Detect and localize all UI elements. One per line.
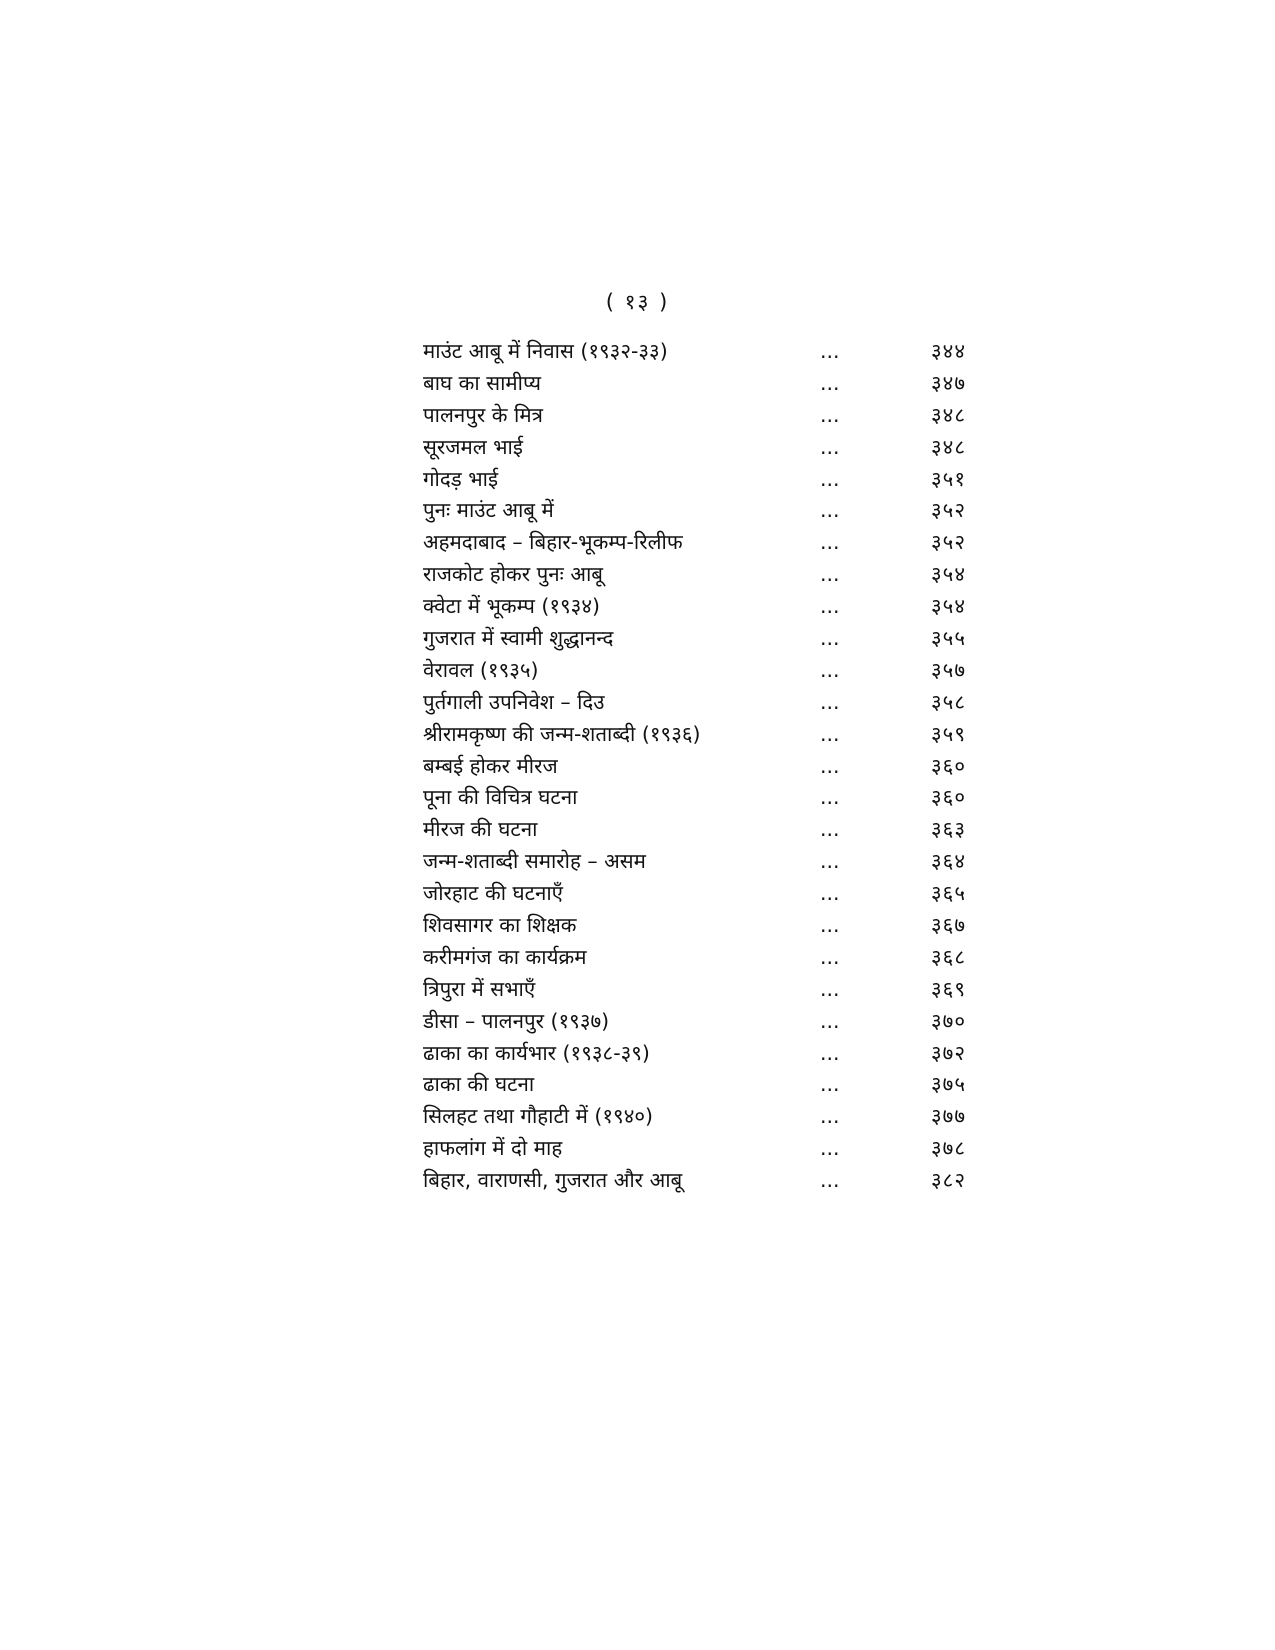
toc-entry-page-number: ३६०	[931, 753, 966, 778]
toc-entry-page-number: ३६७	[931, 913, 966, 938]
toc-entry	[423, 527, 983, 559]
toc-leader-dots: ...	[820, 562, 840, 587]
toc-entry-title: जोरहाट की घटनाएँ	[423, 881, 563, 906]
toc-leader-dots: ...	[820, 1040, 840, 1065]
toc-leader-dots: ...	[820, 849, 840, 874]
toc-entry	[423, 1069, 983, 1101]
toc-entry-title: श्रीरामकृष्ण की जन्म-शताब्दी (१९३६)	[423, 721, 701, 746]
toc-entry-page-number: ३६४	[931, 849, 966, 874]
toc-leader-dots: ...	[820, 434, 840, 459]
toc-entry	[423, 782, 983, 814]
toc-entry	[423, 623, 983, 655]
toc-entry-page-number: ३७५	[931, 1072, 966, 1097]
toc-entry-title: ढाका का कार्यभार (१९३८-३९)	[423, 1040, 650, 1065]
toc-entry	[423, 974, 983, 1006]
toc-entry-page-number: ३७२	[931, 1040, 966, 1065]
toc-entry-title: गोदड़ भाई	[423, 466, 499, 491]
toc-leader-dots: ...	[820, 1168, 840, 1193]
toc-entry-page-number: ३५२	[931, 530, 966, 555]
toc-entry-page-number: ३७८	[931, 1136, 966, 1161]
toc-entry-title: हाफलांग में दो माह	[423, 1136, 563, 1161]
toc-entry	[423, 751, 983, 783]
toc-entry	[423, 400, 983, 432]
toc-entry-page-number: ३६८	[931, 944, 966, 969]
toc-leader-dots: ...	[820, 594, 840, 619]
toc-entry	[423, 1133, 983, 1165]
toc-entry-page-number: ३५४	[931, 562, 966, 587]
toc-entry	[423, 464, 983, 496]
toc-entry-title: वेरावल (१९३५)	[423, 657, 539, 682]
toc-entry	[423, 336, 983, 368]
toc-entry-title: बम्बई होकर मीरज	[423, 753, 558, 778]
toc-leader-dots: ...	[820, 753, 840, 778]
page-number: ( १३ )	[605, 290, 670, 314]
toc-entry-title: मीरज की घटना	[423, 817, 538, 842]
toc-leader-dots: ...	[820, 785, 840, 810]
toc-entry-title: सिलहट तथा गौहाटी में (१९४०)	[423, 1104, 654, 1129]
toc-entry	[423, 1101, 983, 1133]
toc-entry	[423, 1165, 983, 1197]
toc-entry-title: अहमदाबाद – बिहार-भूकम्प-रिलीफ	[423, 530, 683, 555]
toc-entry	[423, 495, 983, 527]
toc-entry-title: पूना की विचित्र घटना	[423, 785, 578, 810]
toc-entry-page-number: ३७७	[931, 1104, 966, 1129]
toc-entry-title: राजकोट होकर पुनः आबू	[423, 562, 603, 587]
toc-leader-dots: ...	[820, 944, 840, 969]
toc-leader-dots: ...	[820, 402, 840, 427]
toc-leader-dots: ...	[820, 1008, 840, 1033]
toc-entry-page-number: ३५८	[931, 689, 966, 714]
toc-entry-title: करीमगंज का कार्यक्रम	[423, 944, 587, 969]
toc-leader-dots: ...	[820, 530, 840, 555]
toc-entry-page-number: ३५७	[931, 657, 966, 682]
toc-entry	[423, 591, 983, 623]
toc-entry-page-number: ३४४	[931, 339, 966, 363]
toc-leader-dots: ...	[820, 1136, 840, 1161]
toc-entry-title: त्रिपुरा में सभाएँ	[423, 976, 536, 1001]
toc-leader-dots: ...	[820, 721, 840, 746]
toc-entry-page-number: ३६३	[931, 817, 966, 842]
toc-entry-title: बिहार, वाराणसी, गुजरात और आबू	[423, 1168, 683, 1193]
toc-entry-title: पुर्तगाली उपनिवेश – दिउ	[423, 689, 605, 714]
toc-leader-dots: ...	[820, 913, 840, 938]
toc-entry-page-number: ३४८	[931, 402, 966, 427]
toc-entry	[423, 846, 983, 878]
toc-entry-page-number: ३४७	[931, 370, 966, 395]
toc-entry	[423, 878, 983, 910]
toc-entry-title: माउंट आबू में निवास (१९३२-३३)	[423, 339, 668, 363]
toc-entry	[423, 1038, 983, 1070]
toc-entry-page-number: ३६०	[931, 785, 966, 810]
table-of-contents	[423, 336, 983, 1197]
toc-leader-dots: ...	[820, 498, 840, 523]
toc-leader-dots: ...	[820, 689, 840, 714]
toc-entry-page-number: ३६५	[931, 881, 966, 906]
toc-entry	[423, 910, 983, 942]
toc-entry-title: बाघ का सामीप्य	[423, 370, 542, 395]
toc-entry	[423, 1006, 983, 1038]
toc-entry	[423, 719, 983, 751]
toc-entry-title: पालनपुर के मित्र	[423, 402, 543, 427]
toc-entry-page-number: ३५५	[931, 626, 966, 651]
toc-entry	[423, 432, 983, 464]
toc-leader-dots: ...	[820, 1072, 840, 1097]
toc-entry	[423, 814, 983, 846]
toc-entry-title: शिवसागर का शिक्षक	[423, 913, 577, 938]
toc-leader-dots: ...	[820, 466, 840, 491]
toc-entry	[423, 942, 983, 974]
toc-leader-dots: ...	[820, 657, 840, 682]
toc-entry-title: क्वेटा में भूकम्प (१९३४)	[423, 594, 600, 619]
toc-entry-page-number: ३७०	[931, 1008, 966, 1033]
toc-entry	[423, 687, 983, 719]
toc-leader-dots: ...	[820, 370, 840, 395]
toc-entry-page-number: ३६९	[931, 976, 966, 1001]
toc-entry-title: ढाका की घटना	[423, 1072, 535, 1097]
toc-entry	[423, 559, 983, 591]
toc-entry-page-number: ३५१	[931, 466, 966, 491]
toc-entry-title: सूरजमल भाई	[423, 434, 523, 459]
toc-entry-page-number: ३४८	[931, 434, 966, 459]
toc-entry	[423, 368, 983, 400]
toc-entry-title: जन्म-शताब्दी समारोह – असम	[423, 849, 646, 874]
toc-entry-title: पुनः माउंट आबू में	[423, 498, 554, 523]
toc-entry-page-number: ३५४	[931, 594, 966, 619]
toc-entry	[423, 655, 983, 687]
toc-entry-page-number: ३८२	[931, 1168, 966, 1193]
toc-leader-dots: ...	[820, 976, 840, 1001]
toc-leader-dots: ...	[820, 817, 840, 842]
toc-entry-title: डीसा – पालनपुर (१९३७)	[423, 1008, 610, 1033]
toc-leader-dots: ...	[820, 881, 840, 906]
toc-entry-page-number: ३५२	[931, 498, 966, 523]
toc-leader-dots: ...	[820, 626, 840, 651]
toc-leader-dots: ...	[820, 1104, 840, 1129]
toc-entry-page-number: ३५९	[931, 721, 966, 746]
toc-leader-dots: ...	[820, 339, 840, 363]
toc-entry-title: गुजरात में स्वामी शुद्धानन्द	[423, 626, 614, 651]
